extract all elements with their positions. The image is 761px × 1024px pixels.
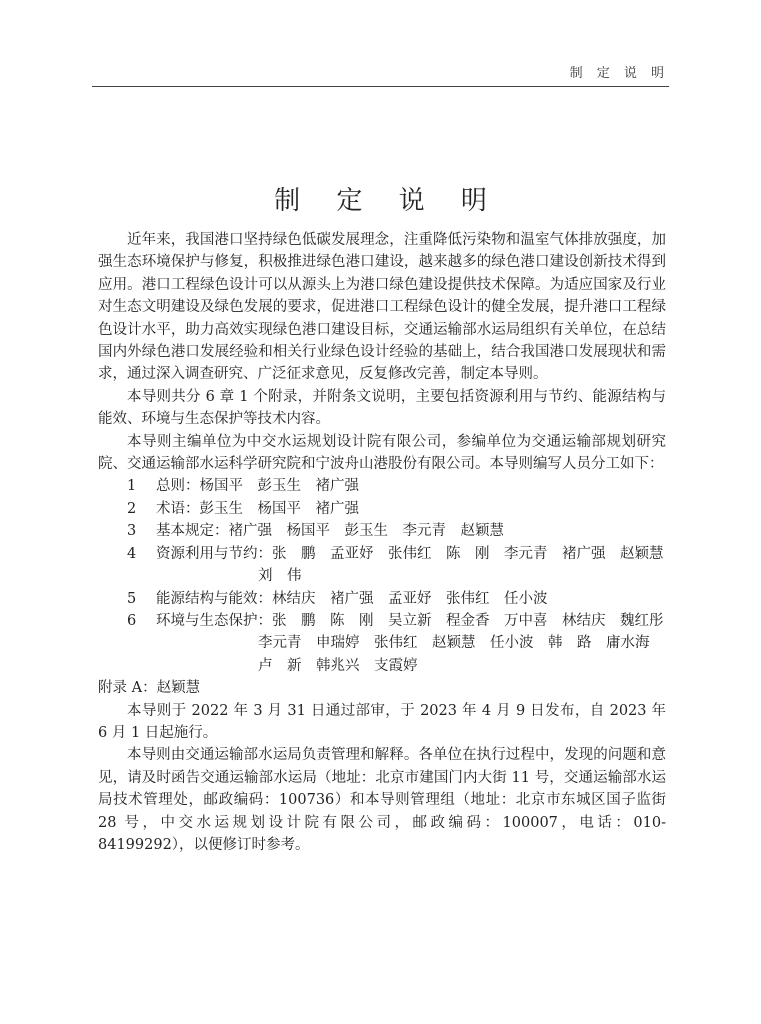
chapter-item [98, 475, 666, 497]
document-body [98, 229, 666, 856]
chapter-authors: 张 鹏 孟亚妤 张伟红 陈 刚 李元青 褚广强 赵颖慧 [272, 545, 664, 562]
chapter-number: 1 [127, 478, 137, 495]
chapter-number: 5 [127, 590, 137, 607]
appendix-line: 附录 A：赵颖慧 [98, 680, 201, 697]
chapter-label: 能源结构与能效： [156, 590, 272, 607]
page-title: 制 定 说 明 [274, 186, 501, 216]
page-header [0, 0, 761, 90]
scope-paragraph: 本导则共分 6 章 1 个附录，并附条文说明，主要包括资源利用与节约、能源结构与能效、环境与生态保护等技术内容。 [98, 388, 666, 428]
chapter-number: 6 [127, 612, 137, 629]
chapter-label: 术语： [156, 500, 200, 517]
chapter-authors: 杨国平 彭玉生 褚广强 [199, 478, 359, 495]
chapter-label: 环境与生态保护： [156, 612, 272, 629]
chapter-authors: 林结庆 褚广强 孟亚妤 张伟红 任小波 [272, 590, 548, 607]
chapter-item [98, 520, 666, 542]
chapter-item [98, 610, 666, 632]
intro-paragraph: 近年来，我国港口坚持绿色低碳发展理念，注重降低污染物和温室气体排放强度，加强生态环境保护与修复，积极推进绿色港口建设，越来越多的绿色港口建设创新技术得到应用。港口工程绿色设计可以从源头上为港口绿色建设提供技术保障。为适应国家及行业对生态文明建设及绿色发展的要求，促进港口工程绿色设计的健全发展，提升港口工程绿色设计水平，助力高效实现绿色港口建设目标，交通运输部水运局组织有关单位，在总结国内外绿色港口发展经验和相关行业绿色设计经验的基础上，结合我国港口发展现状和需求，通过深入调查研究、广泛征求意见，反复修改完善，制定本导则。 [98, 232, 666, 383]
chapter-authors-continued: 卢 新 韩兆兴 支霞婷 [258, 657, 418, 674]
chapter-item [98, 543, 666, 565]
chapter-label: 基本规定： [156, 523, 229, 540]
chapter-item [98, 588, 666, 610]
chapter-number: 4 [127, 545, 137, 562]
chapter-authors: 褚广强 杨国平 彭玉生 李元青 赵颖慧 [228, 523, 504, 540]
effective-date-paragraph: 本导则于 2022 年 3 月 31 日通过部审，于 2023 年 4 月 9 日发布，自 2023 年 6 月 1 日起施行。 [98, 702, 666, 741]
management-paragraph: 本导则由交通运输部水运局负责管理和解释。各单位在执行过程中，发现的问题和意见，请及时函告交通运输部水运局（地址：北京市建国门内大街 11 号，交通运输部水运局技术管理处，邮政编码：100736）和本导则管理组（地址：北京市东城区国子监街 28 号，中交水运规划设计院有限公司，邮政编码：100007，电话：010-84199292），以便修订时参考。 [98, 747, 666, 853]
authors-paragraph: 本导则主编单位为中交水运规划设计院有限公司，参编单位为交通运输部规划研究院、交通运输部水运科学研究院和宁波舟山港股份有限公司。本导则编写人员分工如下： [98, 433, 666, 473]
chapter-number: 3 [127, 523, 137, 540]
chapter-authors: 张 鹏 陈 刚 吴立新 程金香 万中喜 林结庆 魏红彤 [272, 612, 664, 629]
chapter-item [98, 498, 666, 520]
chapter-label: 总则： [156, 478, 200, 495]
chapter-authors-continued: 刘 伟 [258, 568, 302, 585]
chapter-number: 2 [127, 500, 137, 517]
chapter-authors-continued: 李元青 申瑞婷 张伟红 赵颖慧 任小波 韩 路 庸水海 [258, 635, 650, 652]
running-title: 制 定 说 明 [569, 66, 669, 81]
header-rule [92, 86, 669, 87]
chapter-list [98, 475, 666, 677]
chapter-authors: 彭玉生 杨国平 褚广强 [199, 500, 359, 517]
chapter-label: 资源利用与节约： [156, 545, 272, 562]
